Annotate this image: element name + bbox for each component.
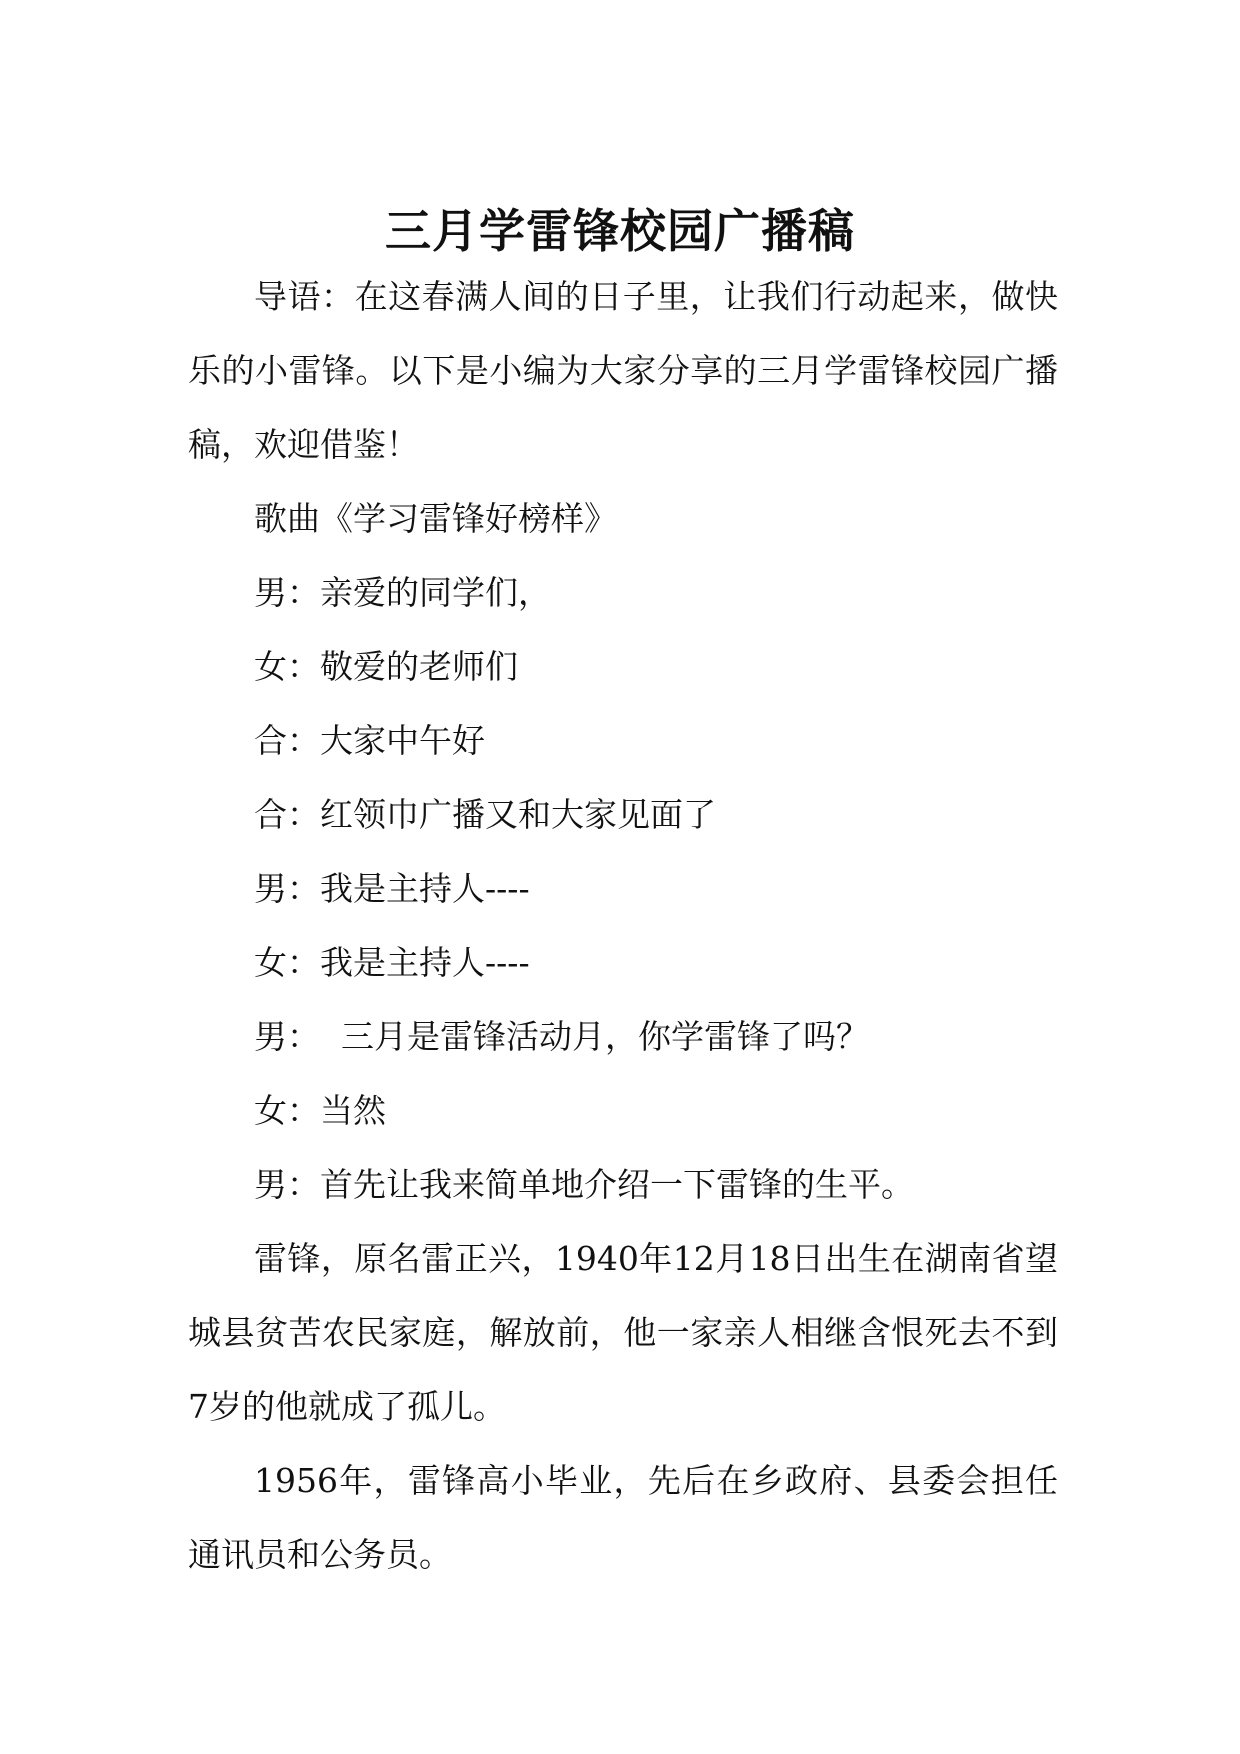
document-title: 三月学雷锋校园广播稿 — [385, 203, 855, 258]
intro-paragraph: 导语：在这春满人间的日子里，让我们行动起来，做快乐的小雷锋。以下是小编为大家分享的三月学雷锋校园广播稿，欢迎借鉴！ — [188, 277, 1058, 464]
biography-paragraph: 雷锋，原名雷正兴，1940年12月18日出生在湖南省望城县贫苦农民家庭，解放前，他一家亲人相继含恨死去不到7岁的他就成了孤儿。 — [188, 1239, 1058, 1426]
script-line: 女：当然 — [254, 1091, 386, 1130]
biography-paragraph: 1956年，雷锋高小毕业，先后在乡政府、县委会担任通讯员和公务员。 — [188, 1461, 1058, 1574]
song-line: 歌曲《学习雷锋好榜样》 — [254, 499, 617, 538]
script-line: 男：亲爱的同学们， — [254, 573, 551, 612]
script-line: 男： 三月是雷锋活动月，你学雷锋了吗？ — [254, 1017, 869, 1056]
script-line: 女：敬爱的老师们 — [254, 647, 518, 686]
script-line: 女：我是主持人---- — [254, 943, 530, 982]
script-line: 合：红领巾广播又和大家见面了 — [254, 795, 716, 834]
script-line: 合：大家中午好 — [254, 721, 485, 760]
script-line: 男：首先让我来简单地介绍一下雷锋的生平。 — [254, 1165, 914, 1204]
document-body — [188, 260, 1058, 1592]
script-line: 男：我是主持人---- — [254, 869, 530, 908]
